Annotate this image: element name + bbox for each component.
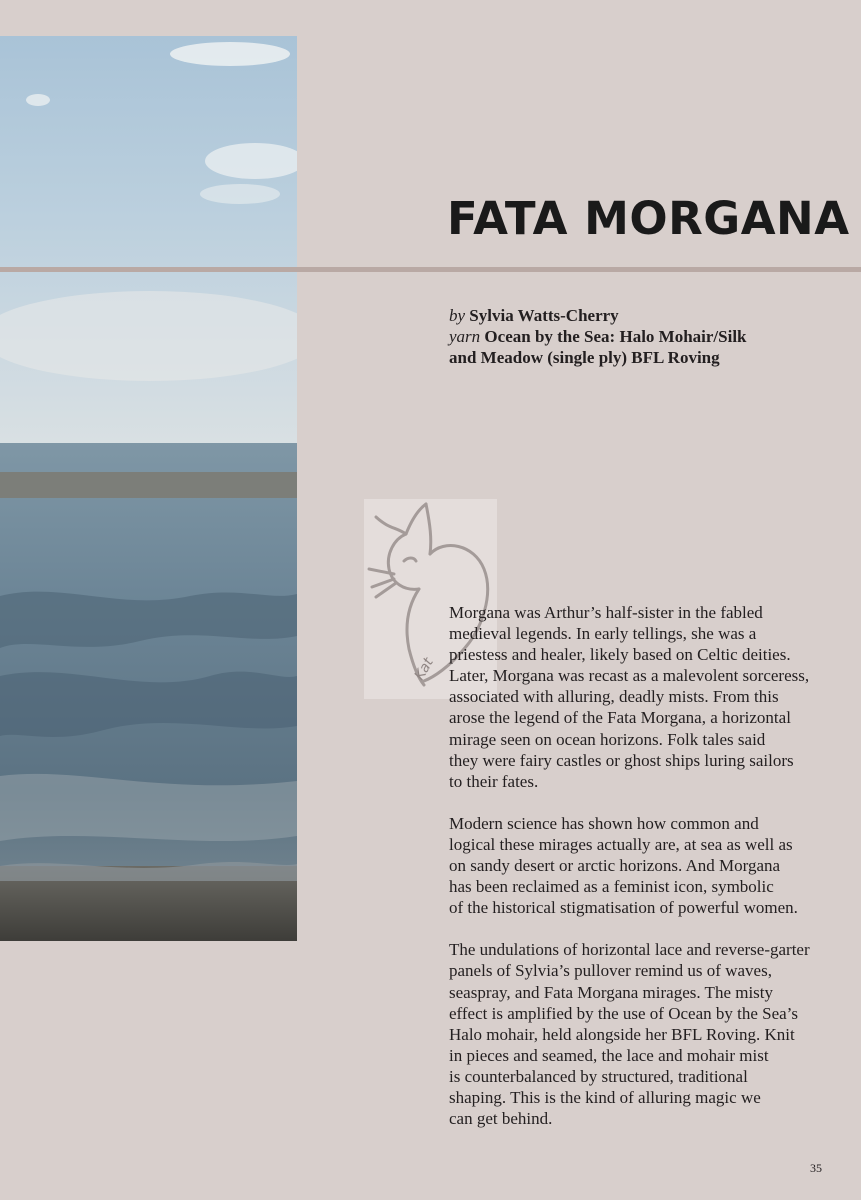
article-title: FATA MORGANA xyxy=(447,192,850,245)
horizontal-rule xyxy=(0,267,861,272)
designer-name: Sylvia Watts-Cherry xyxy=(469,306,619,325)
article-body xyxy=(449,602,829,1150)
paragraph-1: Morgana was Arthur’s half-sister in the fabled medieval legends. In early tellings, she was a priestess and healer, likely based on Celtic deities. Later, Morgana was recast as a malevolent sorceress, associated with alluring, deadly mists. From this arose the legend of the Fata Morgana, a horizontal mirage seen on ocean horizons. Folk tales said they were fairy castles or ghost ships luring sailors to their fates. xyxy=(449,603,810,791)
yarn-line xyxy=(449,326,839,347)
seascape-photo xyxy=(0,36,297,941)
paragraph-2: Modern science has shown how common and logical these mirages actually are, at sea as well as on sandy desert or arctic horizons. And Morgana has been reclaimed as a feminist icon, symbolic of the historical stigmatisation of powerful women. xyxy=(449,813,798,918)
paragraph-3: The undulations of horizontal lace and reverse-garter panels of Sylvia’s pullover remind us of waves, seaspray, and Fata Morgana mirages. The misty effect is amplified by the use of Ocean by the Sea’s Halo mohair, held alongside her BFL Roving. Knit in pieces and seamed, the lace and mohair mist is counterbalanced by structured, traditional shaping. This is the kind of alluring magic we can get behind. xyxy=(449,940,810,1129)
watermark-text: Kat xyxy=(411,655,437,683)
article-credits xyxy=(449,305,839,368)
yarn-name-line2: and Meadow (single ply) BFL Roving xyxy=(449,348,720,367)
page-number: 35 xyxy=(810,1161,822,1175)
yarn-label: yarn xyxy=(449,327,481,346)
yarn-name-line1: Ocean by the Sea: Halo Mohair/Silk xyxy=(484,327,747,346)
byline xyxy=(449,305,839,326)
by-label: by xyxy=(449,306,466,325)
